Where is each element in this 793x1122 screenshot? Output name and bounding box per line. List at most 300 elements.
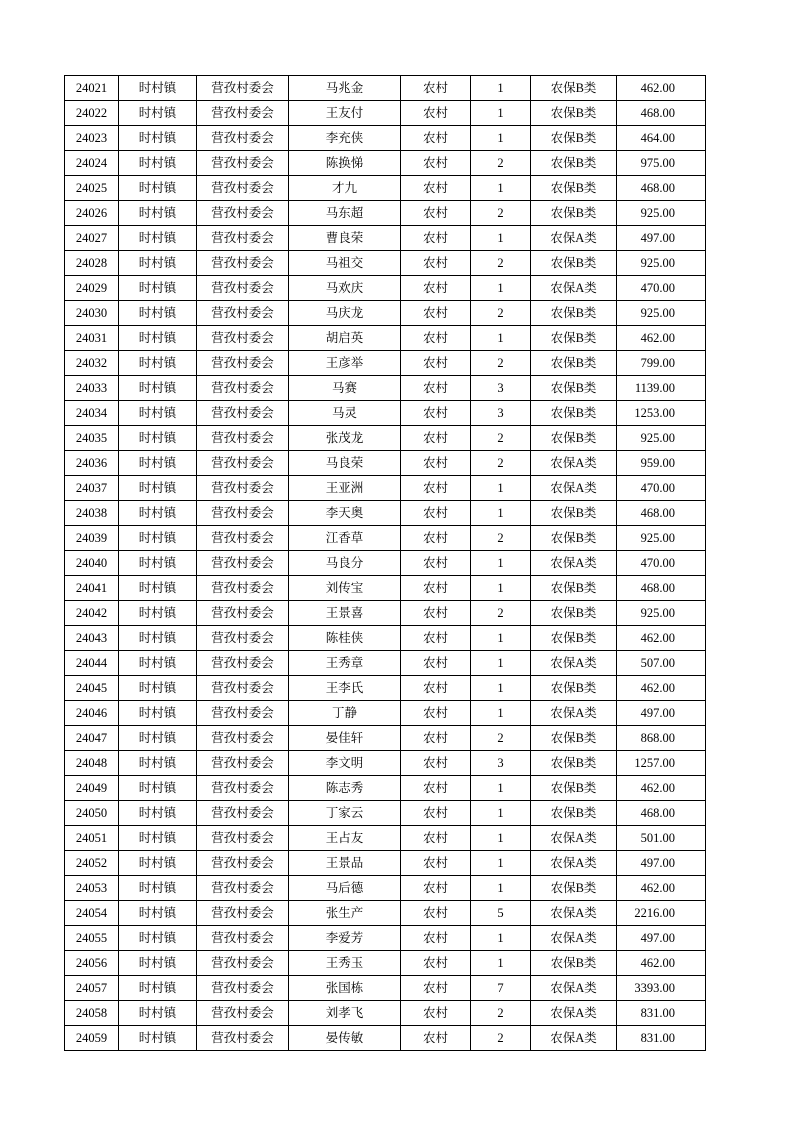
table-cell-type: 农村: [401, 301, 471, 326]
table-cell-name: 李文明: [289, 751, 401, 776]
table-cell-id: 24046: [65, 701, 119, 726]
table-cell-id: 24037: [65, 476, 119, 501]
table-cell-insurance: 农保A类: [531, 926, 617, 951]
table-cell-id: 24054: [65, 901, 119, 926]
table-cell-count: 2: [471, 1001, 531, 1026]
table-cell-insurance: 农保A类: [531, 451, 617, 476]
table-cell-town: 时村镇: [119, 851, 197, 876]
table-cell-town: 时村镇: [119, 376, 197, 401]
table-cell-town: 时村镇: [119, 251, 197, 276]
table-cell-type: 农村: [401, 226, 471, 251]
table-cell-insurance: 农保A类: [531, 851, 617, 876]
table-cell-count: 1: [471, 501, 531, 526]
table-cell-amount: 925.00: [617, 601, 706, 626]
table-cell-type: 农村: [401, 351, 471, 376]
table-row: [65, 551, 706, 576]
table-cell-town: 时村镇: [119, 101, 197, 126]
table-row: [65, 901, 706, 926]
table-cell-name: 马赛: [289, 376, 401, 401]
table-row: [65, 726, 706, 751]
table-cell-town: 时村镇: [119, 601, 197, 626]
records-tbody: [65, 76, 706, 1051]
table-cell-count: 7: [471, 976, 531, 1001]
table-cell-name: 王占友: [289, 826, 401, 851]
table-cell-count: 1: [471, 651, 531, 676]
table-cell-name: 江香草: [289, 526, 401, 551]
table-cell-id: 24055: [65, 926, 119, 951]
table-cell-amount: 925.00: [617, 251, 706, 276]
table-cell-village: 营孜村委会: [197, 201, 289, 226]
table-cell-town: 时村镇: [119, 426, 197, 451]
table-cell-name: 陈桂侠: [289, 626, 401, 651]
table-cell-id: 24048: [65, 751, 119, 776]
table-cell-insurance: 农保B类: [531, 76, 617, 101]
table-cell-amount: 1139.00: [617, 376, 706, 401]
table-row: [65, 451, 706, 476]
table-cell-count: 2: [471, 151, 531, 176]
table-cell-village: 营孜村委会: [197, 1026, 289, 1051]
table-cell-town: 时村镇: [119, 776, 197, 801]
table-cell-insurance: 农保B类: [531, 326, 617, 351]
table-cell-town: 时村镇: [119, 701, 197, 726]
table-cell-insurance: 农保B类: [531, 201, 617, 226]
table-cell-id: 24036: [65, 451, 119, 476]
table-cell-village: 营孜村委会: [197, 901, 289, 926]
table-cell-town: 时村镇: [119, 351, 197, 376]
table-row: [65, 326, 706, 351]
table-cell-type: 农村: [401, 901, 471, 926]
table-row: [65, 501, 706, 526]
records-table: [64, 75, 706, 1051]
table-cell-id: 24026: [65, 201, 119, 226]
table-cell-amount: 959.00: [617, 451, 706, 476]
table-cell-name: 曹良荣: [289, 226, 401, 251]
table-cell-count: 1: [471, 476, 531, 501]
table-cell-town: 时村镇: [119, 576, 197, 601]
table-cell-town: 时村镇: [119, 476, 197, 501]
table-cell-id: 24034: [65, 401, 119, 426]
table-cell-type: 农村: [401, 76, 471, 101]
table-cell-village: 营孜村委会: [197, 451, 289, 476]
table-cell-type: 农村: [401, 276, 471, 301]
table-cell-type: 农村: [401, 801, 471, 826]
table-cell-name: 陈换悌: [289, 151, 401, 176]
table-cell-town: 时村镇: [119, 951, 197, 976]
table-cell-insurance: 农保B类: [531, 601, 617, 626]
table-row: [65, 1001, 706, 1026]
table-cell-count: 3: [471, 751, 531, 776]
table-cell-id: 24049: [65, 776, 119, 801]
table-cell-type: 农村: [401, 401, 471, 426]
table-cell-count: 1: [471, 76, 531, 101]
table-cell-count: 1: [471, 176, 531, 201]
table-cell-village: 营孜村委会: [197, 976, 289, 1001]
table-cell-count: 2: [471, 201, 531, 226]
table-cell-name: 马庆龙: [289, 301, 401, 326]
table-cell-village: 营孜村委会: [197, 526, 289, 551]
table-row: [65, 851, 706, 876]
table-cell-name: 李爱芳: [289, 926, 401, 951]
table-row: [65, 76, 706, 101]
table-cell-insurance: 农保A类: [531, 226, 617, 251]
table-cell-count: 2: [471, 1026, 531, 1051]
table-cell-amount: 2216.00: [617, 901, 706, 926]
table-cell-type: 农村: [401, 451, 471, 476]
table-cell-village: 营孜村委会: [197, 276, 289, 301]
table-cell-type: 农村: [401, 176, 471, 201]
table-cell-amount: 799.00: [617, 351, 706, 376]
table-cell-name: 刘孝飞: [289, 1001, 401, 1026]
table-cell-type: 农村: [401, 1001, 471, 1026]
table-cell-type: 农村: [401, 376, 471, 401]
table-cell-town: 时村镇: [119, 451, 197, 476]
table-cell-type: 农村: [401, 676, 471, 701]
table-cell-name: 张茂龙: [289, 426, 401, 451]
table-row: [65, 251, 706, 276]
table-cell-name: 王友付: [289, 101, 401, 126]
table-cell-town: 时村镇: [119, 501, 197, 526]
table-cell-type: 农村: [401, 501, 471, 526]
table-cell-town: 时村镇: [119, 826, 197, 851]
table-cell-name: 王景品: [289, 851, 401, 876]
table-cell-town: 时村镇: [119, 401, 197, 426]
table-cell-town: 时村镇: [119, 326, 197, 351]
table-cell-village: 营孜村委会: [197, 701, 289, 726]
table-cell-village: 营孜村委会: [197, 501, 289, 526]
table-cell-insurance: 农保B类: [531, 501, 617, 526]
table-cell-type: 农村: [401, 101, 471, 126]
table-cell-type: 农村: [401, 601, 471, 626]
table-cell-town: 时村镇: [119, 801, 197, 826]
table-cell-id: 24052: [65, 851, 119, 876]
table-cell-name: 王秀章: [289, 651, 401, 676]
table-cell-amount: 868.00: [617, 726, 706, 751]
table-row: [65, 951, 706, 976]
table-row: [65, 976, 706, 1001]
table-cell-amount: 470.00: [617, 276, 706, 301]
table-cell-type: 农村: [401, 201, 471, 226]
table-cell-count: 2: [471, 451, 531, 476]
table-cell-village: 营孜村委会: [197, 426, 289, 451]
table-row: [65, 476, 706, 501]
table-row: [65, 876, 706, 901]
table-cell-count: 2: [471, 601, 531, 626]
table-cell-town: 时村镇: [119, 901, 197, 926]
table-cell-insurance: 农保B类: [531, 676, 617, 701]
table-cell-village: 营孜村委会: [197, 351, 289, 376]
table-cell-name: 胡启英: [289, 326, 401, 351]
table-cell-town: 时村镇: [119, 276, 197, 301]
table-cell-name: 王亚洲: [289, 476, 401, 501]
table-cell-amount: 831.00: [617, 1026, 706, 1051]
table-cell-name: 马祖交: [289, 251, 401, 276]
table-cell-id: 24039: [65, 526, 119, 551]
table-cell-amount: 497.00: [617, 851, 706, 876]
table-cell-count: 1: [471, 101, 531, 126]
table-cell-id: 24041: [65, 576, 119, 601]
table-cell-amount: 501.00: [617, 826, 706, 851]
table-row: [65, 276, 706, 301]
table-cell-insurance: 农保B类: [531, 376, 617, 401]
table-row: [65, 651, 706, 676]
table-cell-type: 农村: [401, 976, 471, 1001]
table-cell-id: 24040: [65, 551, 119, 576]
table-cell-count: 2: [471, 251, 531, 276]
table-cell-id: 24042: [65, 601, 119, 626]
table-cell-id: 24024: [65, 151, 119, 176]
table-cell-amount: 1253.00: [617, 401, 706, 426]
table-row: [65, 1026, 706, 1051]
table-cell-name: 丁家云: [289, 801, 401, 826]
table-cell-amount: 468.00: [617, 176, 706, 201]
table-cell-amount: 464.00: [617, 126, 706, 151]
table-cell-id: 24023: [65, 126, 119, 151]
table-cell-id: 24022: [65, 101, 119, 126]
table-cell-insurance: 农保B类: [531, 401, 617, 426]
table-cell-name: 王彦举: [289, 351, 401, 376]
table-row: [65, 101, 706, 126]
table-cell-amount: 468.00: [617, 501, 706, 526]
table-row: [65, 376, 706, 401]
table-cell-insurance: 农保A类: [531, 1001, 617, 1026]
table-cell-town: 时村镇: [119, 626, 197, 651]
table-cell-count: 2: [471, 301, 531, 326]
table-row: [65, 926, 706, 951]
table-cell-insurance: 农保B类: [531, 126, 617, 151]
table-cell-id: 24038: [65, 501, 119, 526]
table-cell-insurance: 农保B类: [531, 951, 617, 976]
table-cell-village: 营孜村委会: [197, 876, 289, 901]
table-cell-type: 农村: [401, 951, 471, 976]
table-cell-count: 5: [471, 901, 531, 926]
table-cell-town: 时村镇: [119, 976, 197, 1001]
table-cell-amount: 925.00: [617, 526, 706, 551]
table-cell-village: 营孜村委会: [197, 726, 289, 751]
table-cell-name: 张生产: [289, 901, 401, 926]
table-row: [65, 826, 706, 851]
table-cell-town: 时村镇: [119, 301, 197, 326]
table-cell-type: 农村: [401, 551, 471, 576]
table-cell-name: 李充侠: [289, 126, 401, 151]
table-cell-count: 1: [471, 326, 531, 351]
table-cell-village: 营孜村委会: [197, 826, 289, 851]
table-cell-village: 营孜村委会: [197, 926, 289, 951]
table-cell-town: 时村镇: [119, 551, 197, 576]
table-cell-count: 1: [471, 826, 531, 851]
table-cell-village: 营孜村委会: [197, 176, 289, 201]
table-cell-id: 24027: [65, 226, 119, 251]
table-cell-name: 晏传敏: [289, 1026, 401, 1051]
table-cell-amount: 497.00: [617, 226, 706, 251]
table-cell-insurance: 农保B类: [531, 776, 617, 801]
table-cell-village: 营孜村委会: [197, 801, 289, 826]
table-cell-insurance: 农保B类: [531, 351, 617, 376]
table-row: [65, 226, 706, 251]
table-cell-amount: 507.00: [617, 651, 706, 676]
table-cell-village: 营孜村委会: [197, 476, 289, 501]
table-cell-type: 农村: [401, 701, 471, 726]
table-cell-town: 时村镇: [119, 1001, 197, 1026]
table-cell-insurance: 农保A类: [531, 476, 617, 501]
table-cell-name: 马欢庆: [289, 276, 401, 301]
table-cell-count: 1: [471, 951, 531, 976]
table-cell-town: 时村镇: [119, 151, 197, 176]
table-cell-type: 农村: [401, 426, 471, 451]
table-cell-count: 1: [471, 126, 531, 151]
table-cell-insurance: 农保B类: [531, 626, 617, 651]
table-cell-village: 营孜村委会: [197, 126, 289, 151]
table-cell-name: 张国栋: [289, 976, 401, 1001]
table-cell-insurance: 农保B类: [531, 576, 617, 601]
table-row: [65, 676, 706, 701]
table-row: [65, 426, 706, 451]
table-cell-count: 2: [471, 351, 531, 376]
table-cell-type: 农村: [401, 851, 471, 876]
table-cell-count: 2: [471, 726, 531, 751]
table-cell-amount: 468.00: [617, 576, 706, 601]
table-cell-type: 农村: [401, 251, 471, 276]
table-cell-insurance: 农保B类: [531, 101, 617, 126]
table-cell-insurance: 农保A类: [531, 826, 617, 851]
table-cell-id: 24045: [65, 676, 119, 701]
table-cell-village: 营孜村委会: [197, 151, 289, 176]
table-cell-id: 24033: [65, 376, 119, 401]
table-cell-town: 时村镇: [119, 126, 197, 151]
table-cell-village: 营孜村委会: [197, 551, 289, 576]
table-cell-count: 3: [471, 376, 531, 401]
table-cell-count: 1: [471, 626, 531, 651]
table-cell-village: 营孜村委会: [197, 251, 289, 276]
table-cell-type: 农村: [401, 151, 471, 176]
table-row: [65, 301, 706, 326]
table-cell-amount: 3393.00: [617, 976, 706, 1001]
table-cell-name: 刘传宝: [289, 576, 401, 601]
table-cell-amount: 925.00: [617, 301, 706, 326]
table-cell-name: 马兆金: [289, 76, 401, 101]
table-cell-count: 1: [471, 701, 531, 726]
table-cell-insurance: 农保A类: [531, 276, 617, 301]
table-cell-name: 晏佳轩: [289, 726, 401, 751]
table-row: [65, 626, 706, 651]
table-cell-town: 时村镇: [119, 926, 197, 951]
table-cell-count: 1: [471, 776, 531, 801]
table-cell-town: 时村镇: [119, 876, 197, 901]
table-cell-type: 农村: [401, 476, 471, 501]
table-cell-insurance: 农保B类: [531, 726, 617, 751]
table-row: [65, 701, 706, 726]
table-row: [65, 176, 706, 201]
table-cell-type: 农村: [401, 726, 471, 751]
table-cell-type: 农村: [401, 1026, 471, 1051]
table-cell-type: 农村: [401, 751, 471, 776]
table-cell-town: 时村镇: [119, 226, 197, 251]
table-cell-type: 农村: [401, 126, 471, 151]
table-cell-village: 营孜村委会: [197, 951, 289, 976]
table-cell-village: 营孜村委会: [197, 651, 289, 676]
table-cell-amount: 925.00: [617, 426, 706, 451]
table-row: [65, 776, 706, 801]
table-cell-town: 时村镇: [119, 201, 197, 226]
table-cell-town: 时村镇: [119, 176, 197, 201]
table-cell-name: 王李氏: [289, 676, 401, 701]
table-cell-id: 24044: [65, 651, 119, 676]
table-cell-count: 1: [471, 226, 531, 251]
table-cell-insurance: 农保B类: [531, 301, 617, 326]
table-row: [65, 201, 706, 226]
table-cell-insurance: 农保A类: [531, 701, 617, 726]
table-cell-count: 1: [471, 876, 531, 901]
table-cell-id: 24025: [65, 176, 119, 201]
table-cell-town: 时村镇: [119, 676, 197, 701]
table-cell-id: 24057: [65, 976, 119, 1001]
table-cell-town: 时村镇: [119, 751, 197, 776]
table-cell-type: 农村: [401, 576, 471, 601]
table-cell-insurance: 农保B类: [531, 151, 617, 176]
table-cell-id: 24058: [65, 1001, 119, 1026]
table-cell-name: 丁静: [289, 701, 401, 726]
table-cell-village: 营孜村委会: [197, 376, 289, 401]
table-cell-type: 农村: [401, 326, 471, 351]
table-cell-village: 营孜村委会: [197, 401, 289, 426]
table-cell-count: 1: [471, 926, 531, 951]
table-cell-village: 营孜村委会: [197, 676, 289, 701]
table-cell-village: 营孜村委会: [197, 626, 289, 651]
table-cell-amount: 462.00: [617, 326, 706, 351]
table-cell-village: 营孜村委会: [197, 751, 289, 776]
table-cell-amount: 468.00: [617, 801, 706, 826]
table-cell-insurance: 农保B类: [531, 426, 617, 451]
table-cell-amount: 462.00: [617, 951, 706, 976]
table-row: [65, 801, 706, 826]
table-cell-amount: 497.00: [617, 701, 706, 726]
table-cell-amount: 462.00: [617, 676, 706, 701]
table-cell-amount: 470.00: [617, 476, 706, 501]
table-cell-name: 马良分: [289, 551, 401, 576]
table-cell-amount: 497.00: [617, 926, 706, 951]
table-row: [65, 401, 706, 426]
table-cell-id: 24056: [65, 951, 119, 976]
table-cell-type: 农村: [401, 826, 471, 851]
table-cell-town: 时村镇: [119, 526, 197, 551]
table-cell-type: 农村: [401, 776, 471, 801]
table-cell-count: 1: [471, 276, 531, 301]
table-cell-village: 营孜村委会: [197, 301, 289, 326]
table-cell-id: 24030: [65, 301, 119, 326]
table-cell-insurance: 农保B类: [531, 251, 617, 276]
table-cell-name: 马良荣: [289, 451, 401, 476]
table-cell-town: 时村镇: [119, 651, 197, 676]
table-cell-village: 营孜村委会: [197, 776, 289, 801]
table-cell-name: 王秀玉: [289, 951, 401, 976]
table-cell-count: 1: [471, 851, 531, 876]
table-cell-village: 营孜村委会: [197, 601, 289, 626]
table-cell-amount: 462.00: [617, 776, 706, 801]
table-cell-count: 1: [471, 576, 531, 601]
table-cell-count: 1: [471, 551, 531, 576]
table-cell-village: 营孜村委会: [197, 101, 289, 126]
table-cell-village: 营孜村委会: [197, 1001, 289, 1026]
table-row: [65, 351, 706, 376]
table-cell-type: 农村: [401, 876, 471, 901]
table-row: [65, 126, 706, 151]
table-cell-count: 1: [471, 801, 531, 826]
table-cell-amount: 1257.00: [617, 751, 706, 776]
table-cell-id: 24053: [65, 876, 119, 901]
table-row: [65, 601, 706, 626]
table-cell-type: 农村: [401, 626, 471, 651]
table-cell-name: 马后德: [289, 876, 401, 901]
table-cell-type: 农村: [401, 926, 471, 951]
